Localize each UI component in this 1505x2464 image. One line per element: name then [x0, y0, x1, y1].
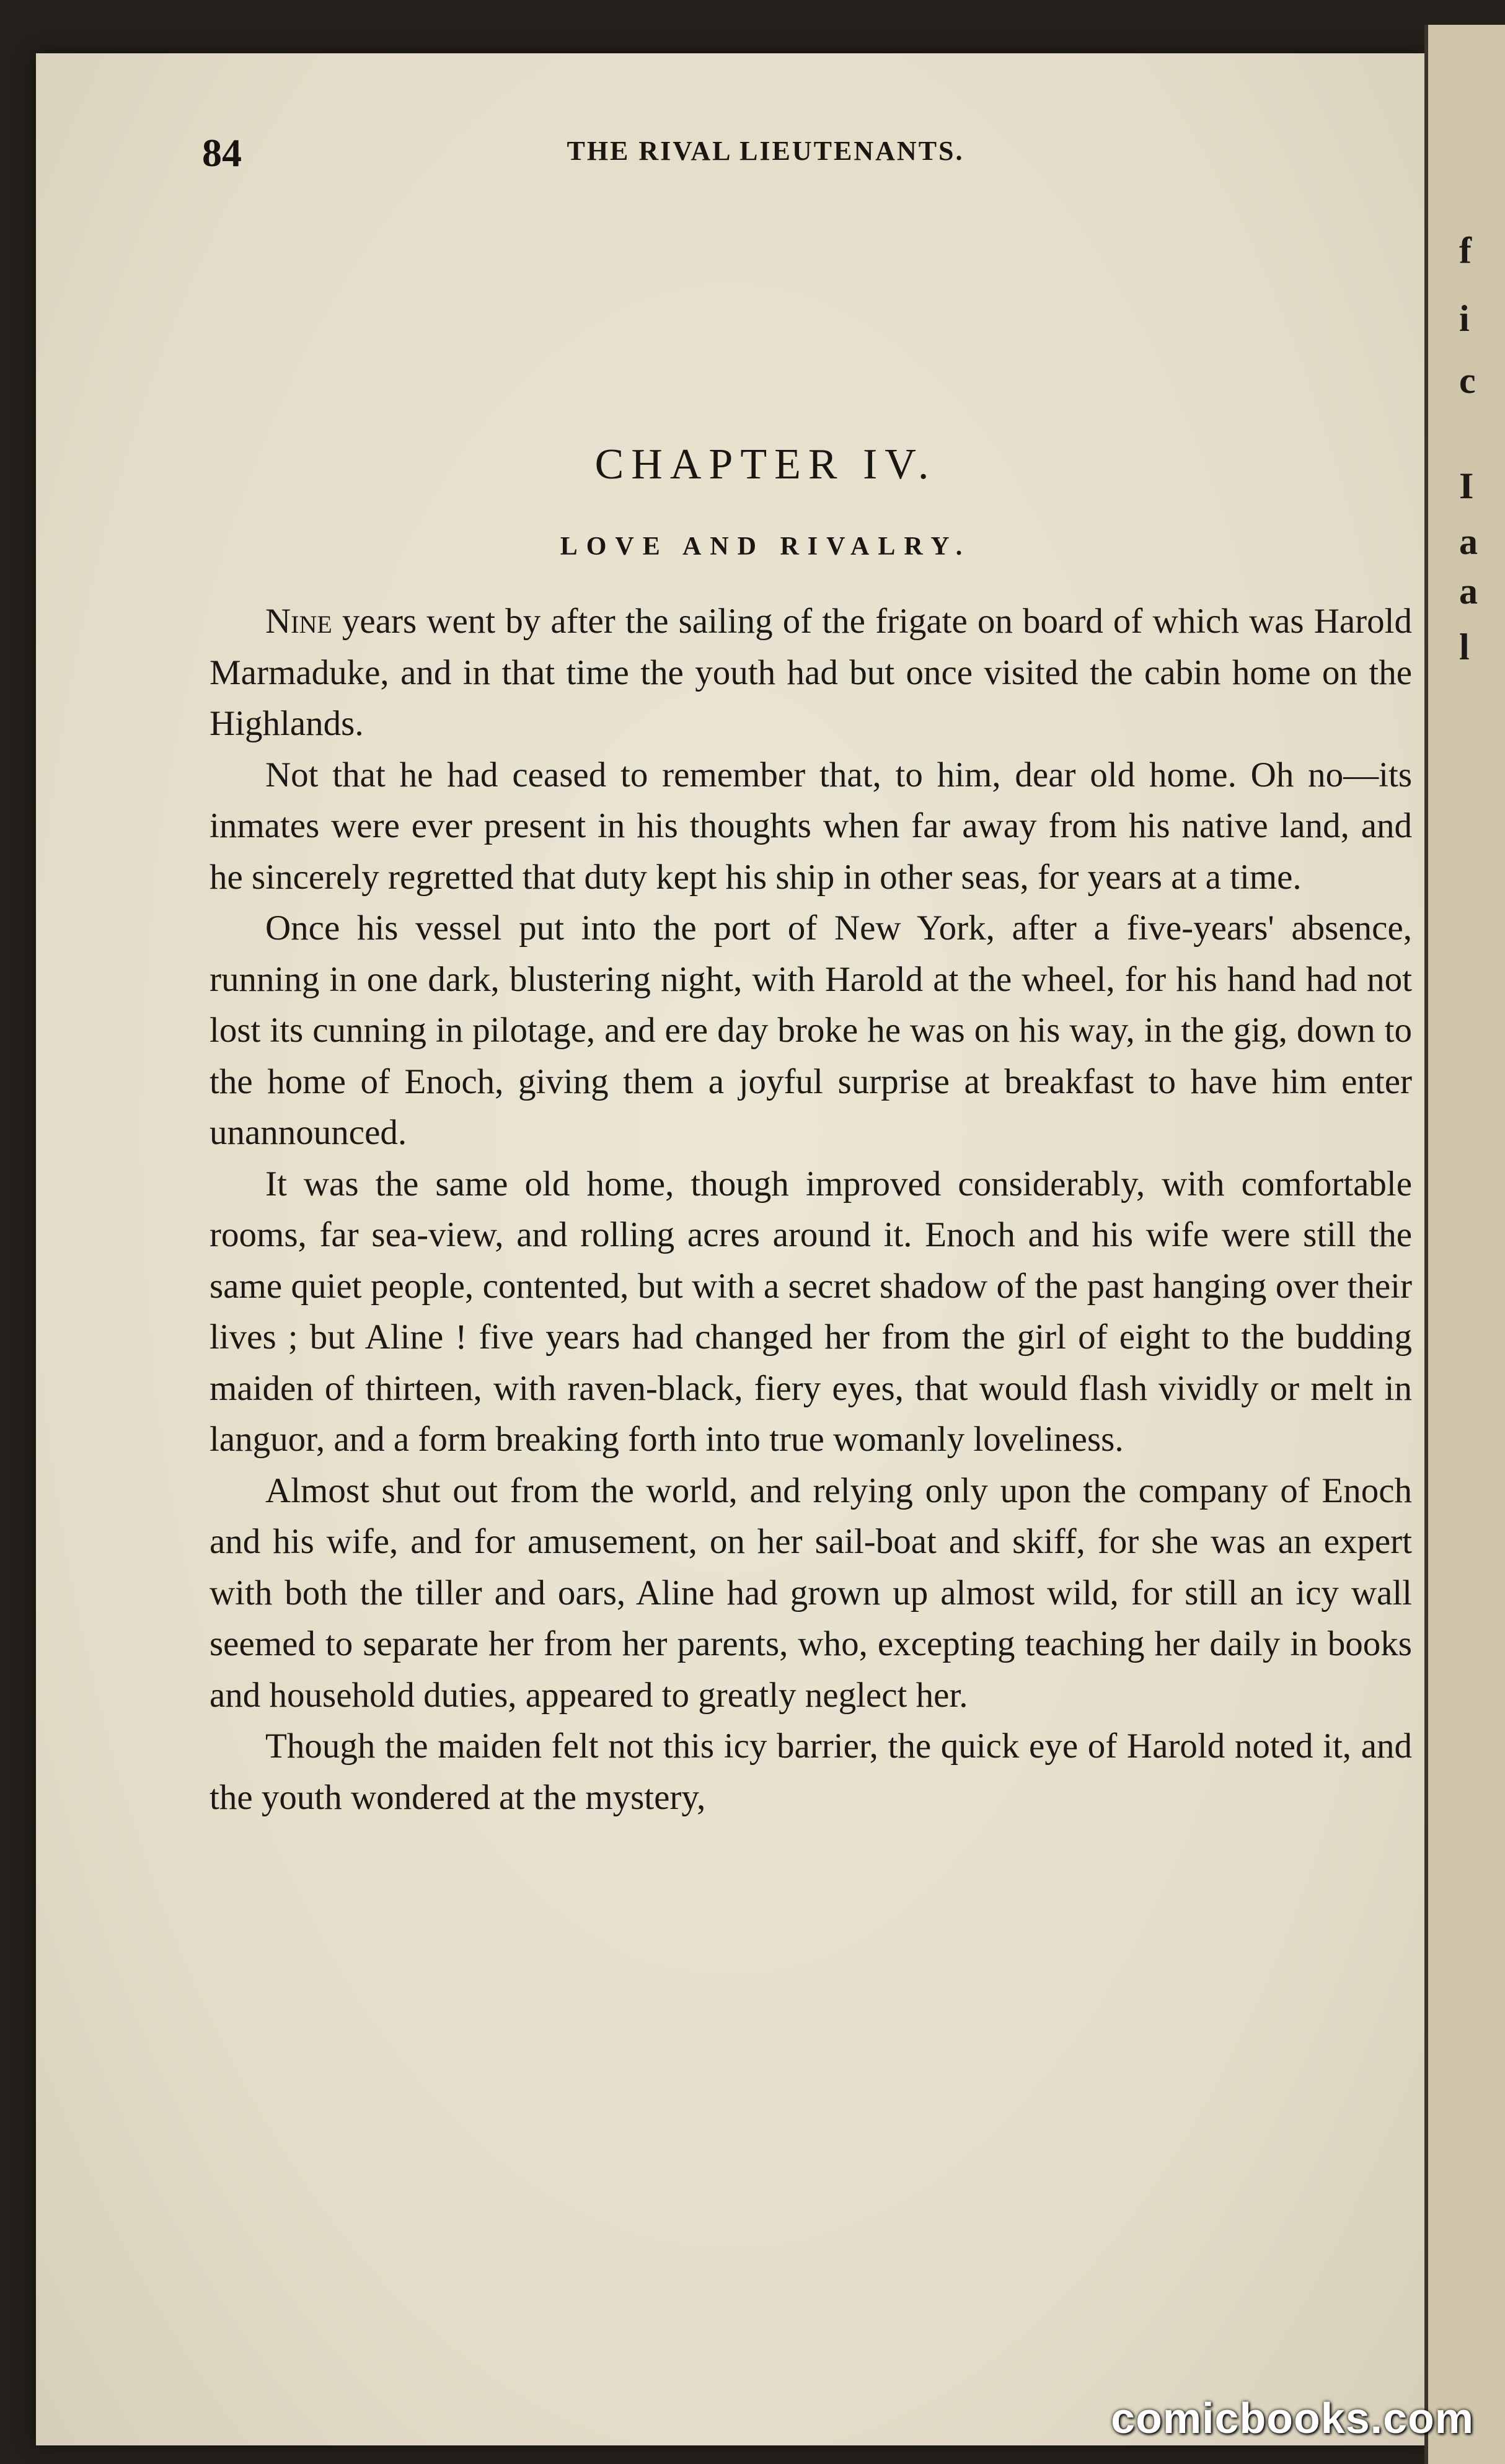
- facing-page-letter: a: [1459, 521, 1478, 562]
- paragraph: It was the same old home, though improved considerably, with comfortable rooms, far sea-view, and rolling acres around it. Enoch and his wife were still the same quiet people, contented, but with a secret shadow of the past hanging over their lives ; but Aline ! five years had changed her from the girl of eight to the budding maiden of thirteen, with raven-black, fiery eyes, that would flash vividly or melt in languor, and a form breaking forth into true womanly loveliness.: [210, 1164, 1412, 1459]
- chapter-subtitle: LOVE AND RIVALRY.: [560, 532, 971, 561]
- body-text: [210, 596, 1412, 1823]
- paragraph: Nine years went by after the sailing of the frigate on board of which was Harold Marmaduke, and in that time the youth had but once visited the cabin home on the Highlands.: [210, 602, 1412, 743]
- facing-page-letter: I: [1459, 465, 1474, 506]
- facing-page-letter: i: [1459, 298, 1470, 339]
- paragraph: Though the maiden felt not this icy barrier, the quick eye of Harold noted it, and the youth wondered at the mystery,: [210, 1727, 1412, 1817]
- chapter-title: CHAPTER IV.: [594, 441, 937, 488]
- facing-page-letter: l: [1459, 627, 1470, 667]
- paragraph-lead-word: Nine: [265, 602, 332, 641]
- running-header: [167, 130, 1364, 180]
- facing-page-edge: [1424, 25, 1505, 2464]
- paragraph: Not that he had ceased to remember that, to him, dear old home. Oh no—its inmates were ever present in his thoughts when far away from his native land, and he sincerely regretted that duty kept his ship in other seas, for years at a time.: [210, 755, 1412, 897]
- facing-page-letter: f: [1459, 230, 1472, 271]
- paragraph: Almost shut out from the world, and relying only upon the company of Enoch and his wife, and for amusement, on her sail-boat and skiff, for she was an expert with both the tiller and oars, Aline had grown up almost wild, for still an icy wall seemed to separate her from her parents, who, excepting teaching her daily in books and household duties, appeared to greatly neglect her.: [210, 1471, 1412, 1715]
- paragraph: Once his vessel put into the port of New York, after a five-years' absence, running in one dark, blustering night, with Harold at the wheel, for his hand had not lost its cunning in pilotage, and ere day broke he was on his way, in the gig, down to the home of Enoch, giving them a joyful surprise at breakfast to have him enter unannounced.: [210, 909, 1412, 1152]
- facing-page-letter: c: [1459, 360, 1476, 401]
- running-title: THE RIVAL LIEUTENANTS.: [567, 136, 964, 166]
- facing-page-letter: a: [1459, 571, 1478, 612]
- watermark: comicbooks.com: [1111, 2394, 1474, 2442]
- page-number: 84: [202, 131, 242, 175]
